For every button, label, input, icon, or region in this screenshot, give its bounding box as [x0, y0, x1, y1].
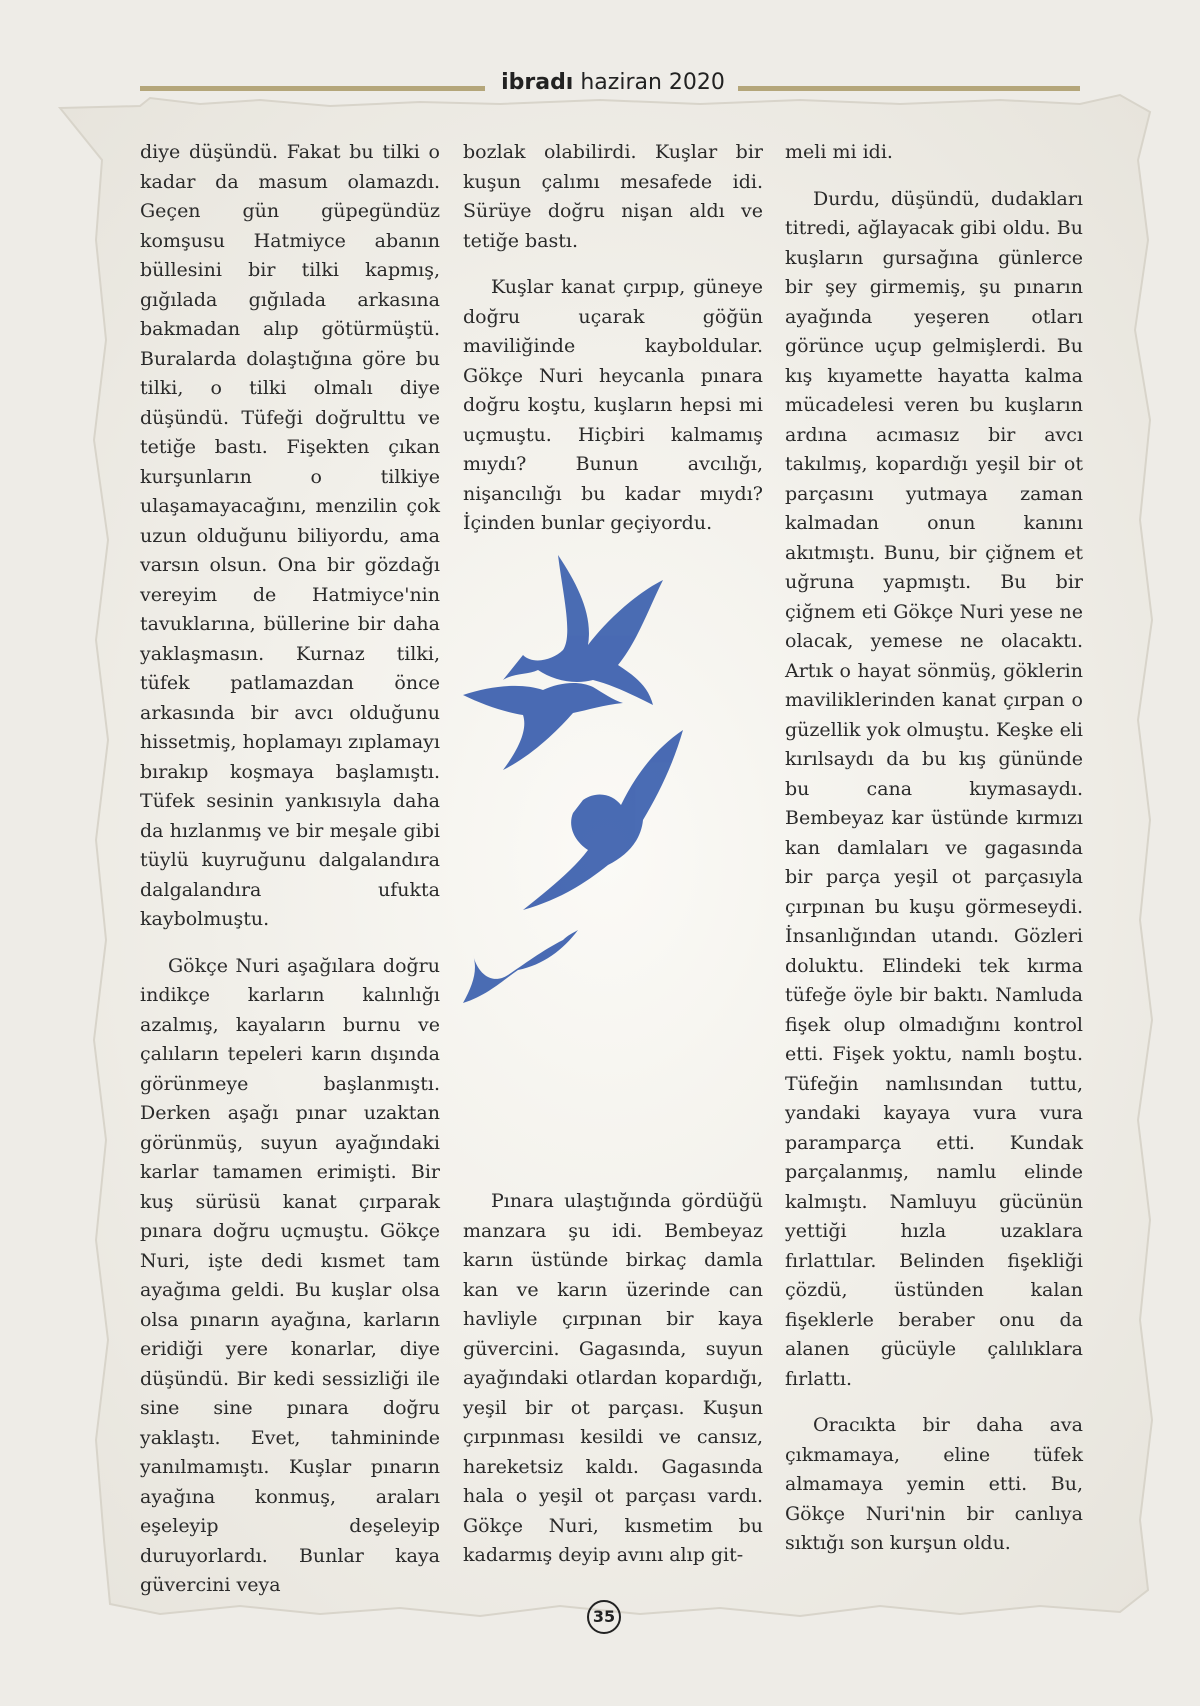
bird-icon	[523, 730, 683, 910]
paragraph: Gökçe Nuri aşağılara doğru indikçe karların kalınlığı azalmış, kayaların burnu ve çalıların tepeleri karın dışında görünmeye başlanmıştı. Derken aşağı pınar uzaktan görünmüş, suyun ayağındaki karlar tamamen erimişti. Bir kuş sürüsü kanat çırparak pınara doğru uçmuştu. Gökçe Nuri, işte dedi kısmet tam ayağıma geldi. Bu kuşlar olsa olsa pınarın ayağına, karların eridiği yere konarlar, diye düşündü. Bir kedi sessizliği ile sine sine pınara doğru yaklaştı. Evet, tahmininde yanılmamıştı. Kuşlar pınarın ayağına konmuş, araları eşeleyip deşeleyip duruyorlardı. Bunlar kaya güvercini veya	[140, 954, 440, 1596]
paragraph: Kuşlar kanat çırpıp, güneye doğru uçarak göğün maviliğinde kayboldular. Gökçe Nuri heycanla pınara doğru koştu, kuşların hepsi mi uçmuştu. Hiçbiri kalmamış mıydı? Bunun avcılığı, nişancılığı bu kadar mıydı? İçinden bunlar geçiyordu.	[463, 276, 763, 534]
paragraph: diye düşündü. Fakat bu tilki o kadar da masum olamazdı. Geçen gün güpegündüz komşusu Hatmiyce abanın büllesini bir tilki kapmış, gığılada gığılada arkasına bakmadan alıp götürmüştü. Buralarda dolaştığına göre bu tilki, o tilki olmalı diye düşündü. Tüfeği doğrulttu ve tetiğe bastı. Fişekten çıkan kurşunların o tilkiye ulaşamayacağını, menzilin çok uzun olduğunu biliyordu, ama varsın olsun. Ona bir gözdağı vereyim de Hatmiyce'nin tavuklarına, büllerine bir daha yaklaşmasın. Kurnaz tilki, tüfek patlamazdan önce arkasında bir avcı olduğunu hissetmiş, hoplamayı zıplamayı bırakıp koşmaya başlamıştı. Tüfek sesinin yankısıyla daha da hızlanmış ve bir meşale gibi tüylü kuyruğunu dalgalandıra dalgalandıra ufukta kaybolmuştu.	[140, 141, 440, 930]
bird-icon	[463, 683, 623, 770]
flying-birds-illustration	[463, 555, 763, 1115]
magazine-title	[495, 70, 731, 95]
bird-icon	[503, 555, 663, 705]
paragraph: Durdu, düşündü, dudakları titredi, ağlayacak gibi oldu. Bu kuşların gursağına günlerce bir şey girmemiş, şu pınarın ayağında yeşeren otları görünce uçup gelmişlerdi. Bu kış kıyamette hayatta kalma mücadelesi veren bu kuşların ardına acımasız bir avcı takılmış, kopardığı yeşil bir ot parçasını yutmaya zaman kalmadan onun kanını akıtmıştı. Bunu, bir çiğnem et uğruna yapmıştı. Bu bir çiğnem eti Gökçe Nuri yese ne olacak, yemese ne olacaktı. Artık o hayat sönmüş, göklerin maviliklerinden kanat çırpan o güzellik yok olmuştu. Keşke eli kırılsaydı da bu kış gününde bu cana kıymasaydı. Bembeyaz kar üstünde kırmızı kan damlaları ve gagasında bir parça yeşil ot parçasıyla çırpınan bu kuşu görmeseydi. İnsanlığından utandı. Gözleri doluktu. Elindeki tek kırma tüfeğe öyle bir baktı. Namluda fişek olup olmadığını kontrol etti. Fişek yoktu, namlı boştu. Tüfeğin namlısından tuttu, yandaki kayaya vura vura paramparça etti. Kundak parçalanmış, namlu elinde kalmıştı. Namluyu gücünün yettiği hızla uzaklara fırlattılar. Belinden fişekliği çözdü, üstünden kalan fişeklerle beraber onu da alanen gücüyle çalılıklara fırlattı.	[785, 187, 1083, 1390]
text-column-2-bottom	[463, 1187, 763, 1571]
bird-icon	[463, 930, 578, 1003]
text-column-2	[463, 138, 763, 556]
paragraph: Pınara ulaştığında gördüğü manzara şu idi. Bembeyaz karın üstünde birkaç damla kan ve karın üzerinde can havliyle çırpınan bir kaya güvercini. Gagasında, suyun ayağındaki otlardan kopardığı, yeşil bir ot parçası. Kuşun çırpınması kesildi ve cansız, hareketsiz kaldı. Gagasında hala o yeşil ot parçası vardı. Gökçe Nuri, kısmetim bu kadarmış deyip avını alıp git-	[463, 1190, 763, 1566]
page-number: 35	[587, 1600, 621, 1634]
text-column-3	[785, 138, 1083, 1576]
text-column-1	[140, 138, 440, 1618]
paragraph: meli mi idi.	[785, 141, 893, 163]
page-header	[140, 70, 1080, 104]
issue-date: haziran 2020	[580, 70, 725, 95]
brand-name: ibradı	[501, 70, 574, 95]
header-rule-left	[140, 86, 485, 91]
paragraph: Oracıkta bir daha ava çıkmamaya, eline tüfek almamaya yemin etti. Bu, Gökçe Nuri'nin bir canlıya sıktığı son kurşun oldu.	[785, 1414, 1083, 1554]
header-rule-right	[738, 86, 1080, 91]
paragraph: bozlak olabilirdi. Kuşlar bir kuşun çalımı mesafede idi. Sürüye doğru nişan aldı ve tetiğe bastı.	[463, 141, 763, 252]
